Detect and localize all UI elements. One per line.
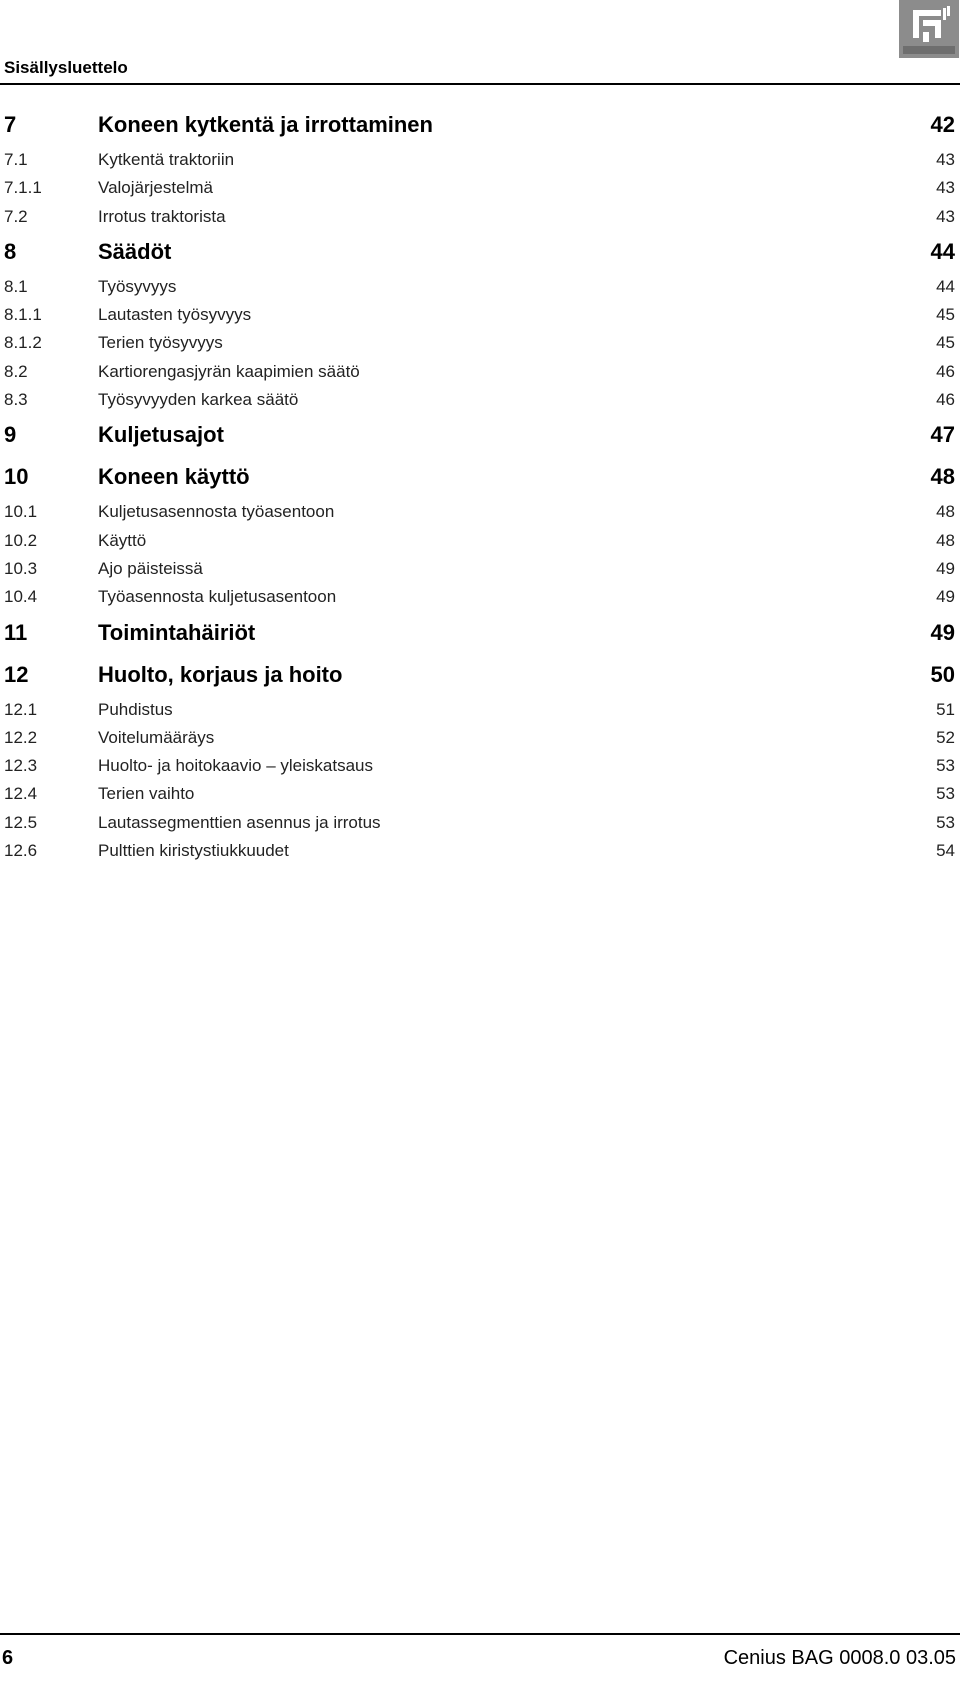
toc-section-row[interactable]: [4, 583, 955, 611]
toc-leader-dots: [235, 151, 934, 168]
header-divider: [0, 83, 960, 85]
toc-entry-number: 7.1: [4, 150, 28, 169]
toc-chapter-row[interactable]: [4, 612, 955, 654]
toc-section-row[interactable]: [4, 386, 955, 414]
toc-section-row[interactable]: [4, 301, 955, 329]
toc-entry-title: Irrotus traktorista: [98, 206, 226, 226]
toc-section-row[interactable]: [4, 203, 955, 231]
toc-entry-number: 10.3: [4, 558, 38, 578]
toc-entry-title: Ajo päisteissä: [98, 558, 203, 578]
toc-entry-title: Säädöt: [98, 238, 172, 264]
toc-entry-page: 50: [930, 661, 955, 687]
toc-leader-dots: [204, 560, 934, 577]
amazone-logo-icon: [899, 0, 959, 58]
toc-entry-title: Terien työsyvyys: [98, 333, 223, 353]
toc-section-row[interactable]: [4, 696, 955, 724]
toc-entry-page: 48: [930, 464, 955, 490]
toc-entry-page: 45: [936, 305, 955, 325]
toc-entry-title: Voitelumääräys: [98, 727, 215, 747]
toc-entry-number: 12.5: [4, 812, 38, 832]
toc-section-row[interactable]: [4, 555, 955, 583]
toc-leader-dots: [172, 240, 928, 262]
toc-section-row[interactable]: [4, 358, 955, 386]
toc-entry-number: 12.6: [4, 841, 38, 861]
toc-leader-dots: [174, 700, 934, 717]
toc-entry-number: 8.1: [4, 276, 28, 296]
toc-entry-title: Toimintahäiriöt: [98, 619, 256, 645]
toc-entry-title: Työsyvyys: [98, 276, 177, 296]
toc-section-row[interactable]: [4, 809, 955, 837]
toc-entry-page: 54: [936, 841, 955, 861]
toc-section-row[interactable]: [4, 724, 955, 752]
toc-entry-page: 43: [936, 150, 955, 169]
toc-leader-dots: [374, 757, 934, 774]
toc-leader-dots: [256, 621, 928, 643]
toc-entry-title: Puhdistus: [98, 699, 173, 719]
toc-entry-number: 10.1: [4, 502, 38, 522]
toc-chapter-row[interactable]: [4, 654, 955, 696]
toc-section-row[interactable]: [4, 752, 955, 780]
toc-leader-dots: [290, 842, 934, 859]
toc-entry-number: 9: [4, 422, 17, 448]
toc-entry-page: 47: [930, 422, 955, 448]
toc-entry-page: 52: [936, 727, 955, 747]
toc-leader-dots: [225, 424, 929, 446]
footer-document-id: Cenius BAG 0008.0 03.05: [723, 1647, 956, 1669]
toc-chapter-row[interactable]: [4, 456, 955, 498]
toc-leader-dots: [177, 277, 934, 294]
toc-leader-dots: [335, 503, 934, 520]
toc-entry-title: Lautasten työsyvyys: [98, 305, 252, 325]
toc-entry-page: 43: [936, 178, 955, 198]
toc-entry-page: 45: [936, 333, 955, 353]
toc-leader-dots: [299, 391, 934, 408]
toc-entry-number: 8.3: [4, 390, 28, 410]
toc-entry-page: 48: [936, 530, 955, 550]
toc-entry-title: Koneen kytkentä ja irrottaminen: [98, 112, 433, 137]
toc-section-row[interactable]: [4, 780, 955, 808]
toc-entry-number: 8.2: [4, 361, 28, 381]
page-title: Sisällysluettelo: [4, 58, 128, 77]
toc-leader-dots: [252, 306, 934, 323]
toc-entry-page: 46: [936, 361, 955, 381]
toc-entry-title: Työasennosta kuljetusasentoon: [98, 587, 337, 607]
toc-entry-number: 8.1.1: [4, 305, 42, 325]
toc-entry-page: 42: [930, 112, 955, 137]
toc-leader-dots: [361, 362, 934, 379]
toc-leader-dots: [147, 531, 934, 548]
toc-entry-number: 12.1: [4, 699, 38, 719]
toc-entry-number: 8.1.2: [4, 333, 42, 353]
toc-entry-page: 44: [936, 276, 955, 296]
toc-entry-title: Kuljetusajot: [98, 422, 224, 448]
toc-entry-number: 8: [4, 238, 17, 264]
toc-entry-page: 48: [936, 502, 955, 522]
toc-leader-dots: [337, 588, 934, 605]
toc-entry-page: 43: [936, 206, 955, 226]
toc-section-row[interactable]: [4, 498, 955, 526]
toc-entry-number: 10: [4, 464, 29, 490]
toc-entry-number: 10.2: [4, 530, 38, 550]
toc-entry-page: 44: [930, 238, 955, 264]
toc-entry-title: Koneen käyttö: [98, 464, 250, 490]
toc-entry-title: Huolto- ja hoitokaavio – yleiskatsaus: [98, 756, 373, 776]
toc-entry-page: 53: [936, 784, 955, 804]
toc-leader-dots: [227, 207, 935, 224]
toc-leader-dots: [224, 334, 934, 351]
toc-leader-dots: [434, 113, 929, 135]
table-of-contents: [4, 104, 955, 865]
toc-leader-dots: [343, 663, 928, 685]
toc-section-row[interactable]: [4, 273, 955, 301]
toc-entry-page: 51: [936, 699, 955, 719]
toc-entry-number: 10.4: [4, 587, 38, 607]
toc-leader-dots: [382, 813, 935, 830]
toc-entry-title: Työsyvyyden karkea säätö: [98, 390, 299, 410]
toc-section-row[interactable]: [4, 837, 955, 865]
toc-entry-title: Pulttien kiristystiukkuudet: [98, 841, 289, 861]
toc-leader-dots: [251, 466, 929, 488]
toc-entry-title: Kuljetusasennosta työasentoon: [98, 502, 335, 522]
toc-entry-number: 12.3: [4, 756, 38, 776]
toc-entry-page: 49: [936, 587, 955, 607]
toc-entry-title: Huolto, korjaus ja hoito: [98, 661, 343, 687]
toc-section-row[interactable]: [4, 146, 955, 174]
toc-leader-dots: [214, 179, 934, 196]
toc-section-row[interactable]: [4, 527, 955, 555]
toc-entry-page: 53: [936, 812, 955, 832]
toc-leader-dots: [195, 785, 934, 802]
toc-entry-number: 11: [4, 619, 28, 645]
toc-entry-title: Kartiorengasjyrän kaapimien säätö: [98, 361, 360, 381]
toc-chapter-row[interactable]: [4, 231, 955, 273]
toc-entry-number: 7: [4, 112, 17, 137]
toc-entry-number: 7.2: [4, 206, 28, 226]
toc-chapter-row[interactable]: [4, 104, 955, 146]
footer-page-number: 6: [2, 1647, 14, 1669]
toc-section-row[interactable]: [4, 329, 955, 357]
footer-divider: [0, 1633, 960, 1635]
toc-section-row[interactable]: [4, 174, 955, 202]
toc-entry-number: 12.4: [4, 784, 38, 804]
toc-entry-title: Terien vaihto: [98, 784, 195, 804]
toc-chapter-row[interactable]: [4, 414, 955, 456]
toc-entry-title: Kytkentä traktoriin: [98, 150, 235, 169]
toc-entry-number: 7.1.1: [4, 178, 42, 198]
toc-entry-page: 49: [936, 558, 955, 578]
toc-entry-page: 49: [930, 619, 955, 645]
toc-leader-dots: [215, 728, 934, 745]
toc-entry-number: 12.2: [4, 727, 38, 747]
toc-entry-title: Lautassegmenttien asennus ja irrotus: [98, 812, 381, 832]
toc-entry-number: 12: [4, 661, 29, 687]
toc-entry-page: 46: [936, 390, 955, 410]
toc-entry-title: Valojärjestelmä: [98, 178, 213, 198]
toc-entry-title: Käyttö: [98, 530, 147, 550]
toc-entry-page: 53: [936, 756, 955, 776]
